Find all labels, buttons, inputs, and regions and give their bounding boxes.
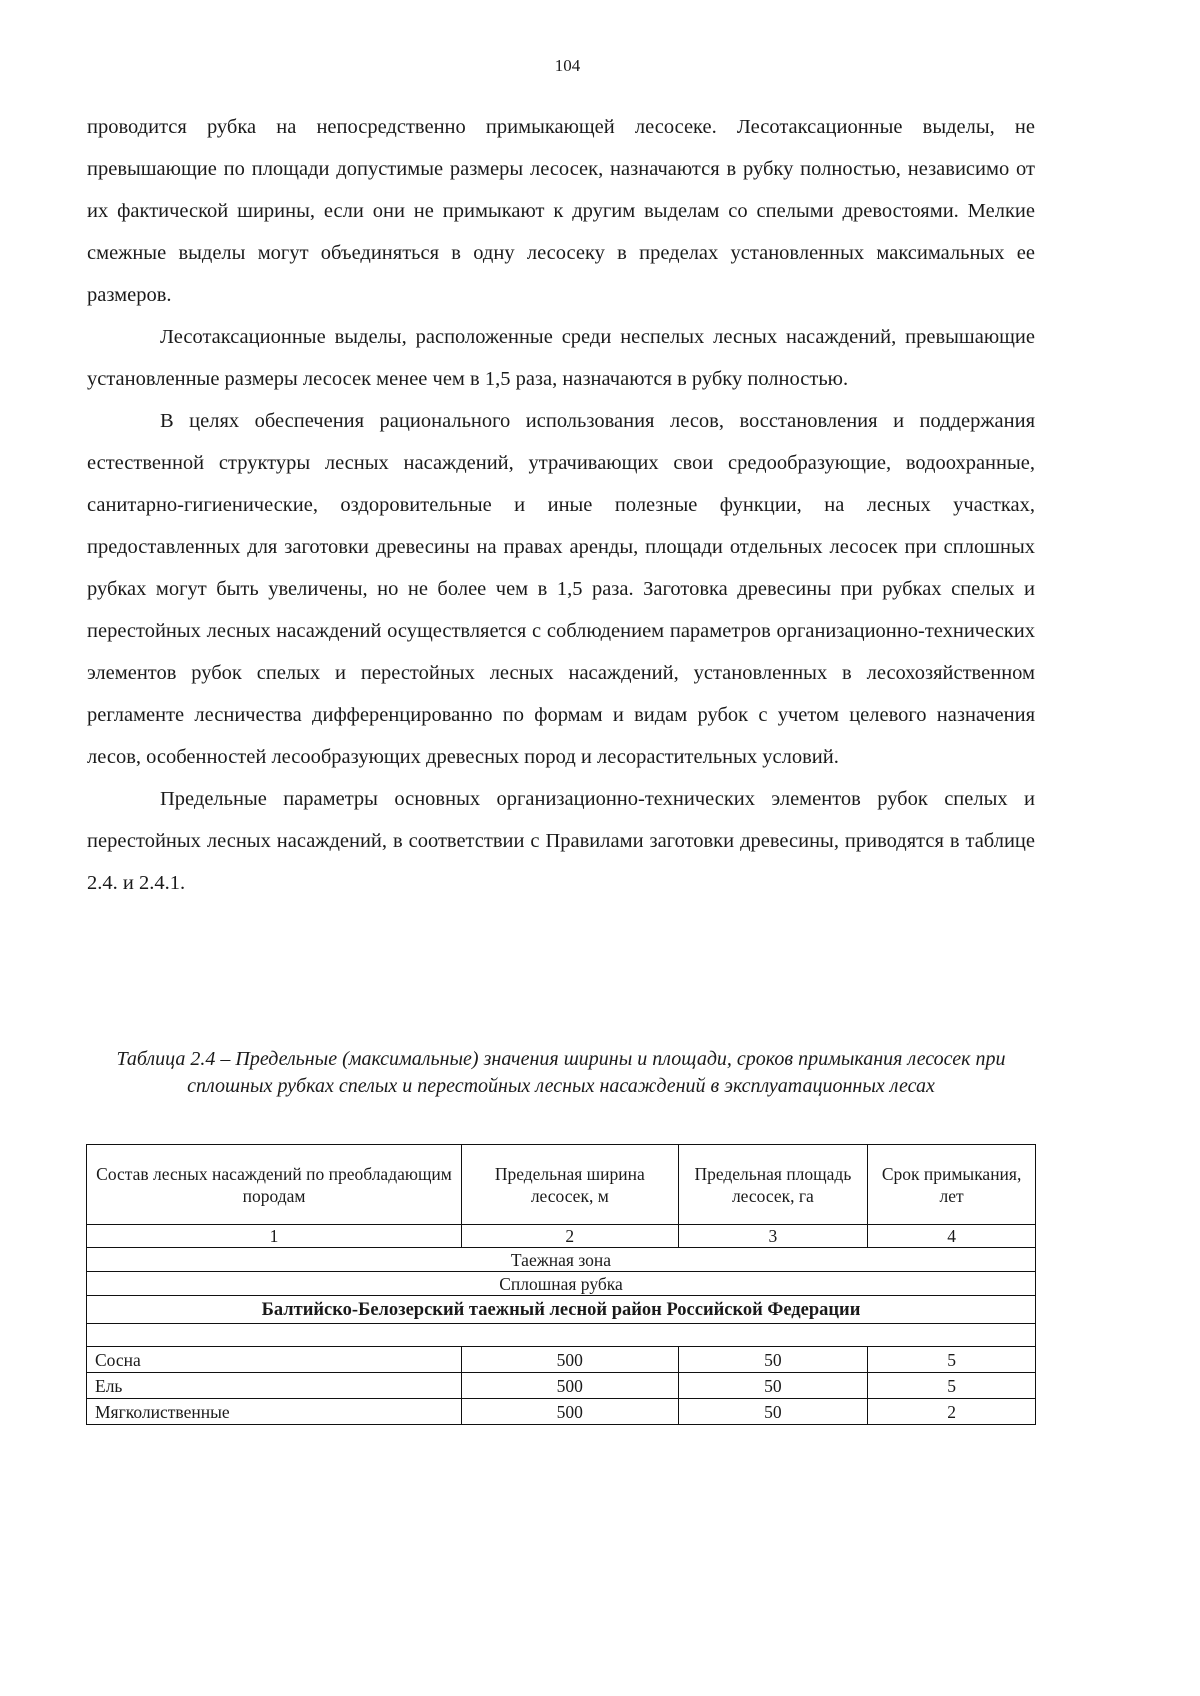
width-cell: 500 xyxy=(462,1399,679,1425)
cutting-type-cell: Сплошная рубка xyxy=(87,1272,1036,1296)
table-row xyxy=(87,1399,1036,1425)
species-cell: Сосна xyxy=(87,1347,462,1373)
width-cell: 500 xyxy=(462,1373,679,1399)
empty-row xyxy=(87,1324,1036,1347)
body-text xyxy=(87,106,1035,904)
header-cell-width: Предельная ширина лесосек, м xyxy=(462,1145,679,1225)
area-cell: 50 xyxy=(678,1347,868,1373)
species-cell: Мягколиственные xyxy=(87,1399,462,1425)
species-cell: Ель xyxy=(87,1373,462,1399)
term-cell: 2 xyxy=(868,1399,1036,1425)
paragraph: Предельные параметры основных организационно-технических элементов рубок спелых и перестойных лесных насаждений, в соответствии с Правилами заготовки древесины, приводятся в таблице 2.4. и 2.4.1. xyxy=(87,788,1035,894)
width-cell: 500 xyxy=(462,1347,679,1373)
column-number: 1 xyxy=(87,1225,462,1248)
table-header-row xyxy=(87,1145,1036,1225)
column-number-row xyxy=(87,1225,1036,1248)
cutting-type-row xyxy=(87,1272,1036,1296)
area-cell: 50 xyxy=(678,1399,868,1425)
region-cell: Балтийско-Белозерский таежный лесной район Российской Федерации xyxy=(87,1296,1036,1324)
column-number: 3 xyxy=(678,1225,868,1248)
table-caption: Таблица 2.4 – Предельные (максимальные) значения ширины и площади, сроков примыкания лесосек при сплошных рубках спелых и перестойных лесных насаждений в эксплуатационных лесах xyxy=(116,1048,1006,1097)
empty-cell xyxy=(87,1324,1036,1347)
region-row xyxy=(87,1296,1036,1324)
norms-table xyxy=(86,1144,1036,1425)
header-cell-term: Срок примыкания, лет xyxy=(868,1145,1036,1225)
column-number: 2 xyxy=(462,1225,679,1248)
area-cell: 50 xyxy=(678,1373,868,1399)
paragraph: Лесотаксационные выделы, расположенные среди неспелых лесных насаждений, превышающие установленные размеры лесосек менее чем в 1,5 раза, назначаются в рубку полностью. xyxy=(87,326,1035,390)
column-number: 4 xyxy=(868,1225,1036,1248)
header-cell-species: Состав лесных насаждений по преобладающим породам xyxy=(87,1145,462,1225)
term-cell: 5 xyxy=(868,1373,1036,1399)
paragraph: В целях обеспечения рационального использования лесов, восстановления и поддержания естественной структуры лесных насаждений, утрачивающих свои средообразующие, водоохранные, санитарно-гигиенические, оздоровительные и иные полезные функции, на лесных участках, предоставленных для заготовки древесины на правах аренды, площади отдельных лесосек при сплошных рубках могут быть увеличены, но не более чем в 1,5 раза. Заготовка древесины при рубках спелых и перестойных лесных насаждений осуществляется с соблюдением параметров организационно-технических элементов рубок спелых и перестойных лесных насаждений, установленных в лесохозяйственном регламенте лесничества дифференцированно по формам и видам рубок с учетом целевого назначения лесов, особенностей лесообразующих древесных пород и лесорастительных условий. xyxy=(87,410,1035,768)
page-number: 104 xyxy=(554,56,581,75)
table-row xyxy=(87,1347,1036,1373)
zone-cell: Таежная зона xyxy=(87,1248,1036,1272)
zone-row xyxy=(87,1248,1036,1272)
term-cell: 5 xyxy=(868,1347,1036,1373)
table-row xyxy=(87,1373,1036,1399)
header-cell-area: Предельная площадь лесосек, га xyxy=(678,1145,868,1225)
paragraph: проводится рубка на непосредственно примыкающей лесосеке. Лесотаксационные выделы, не превышающие по площади допустимые размеры лесосек, назначаются в рубку полностью, независимо от их фактической ширины, если они не примыкают к другим выделам со спелыми древостоями. Мелкие смежные выделы могут объединяться в одну лесосеку в пределах установленных максимальных ее размеров. xyxy=(87,116,1035,306)
